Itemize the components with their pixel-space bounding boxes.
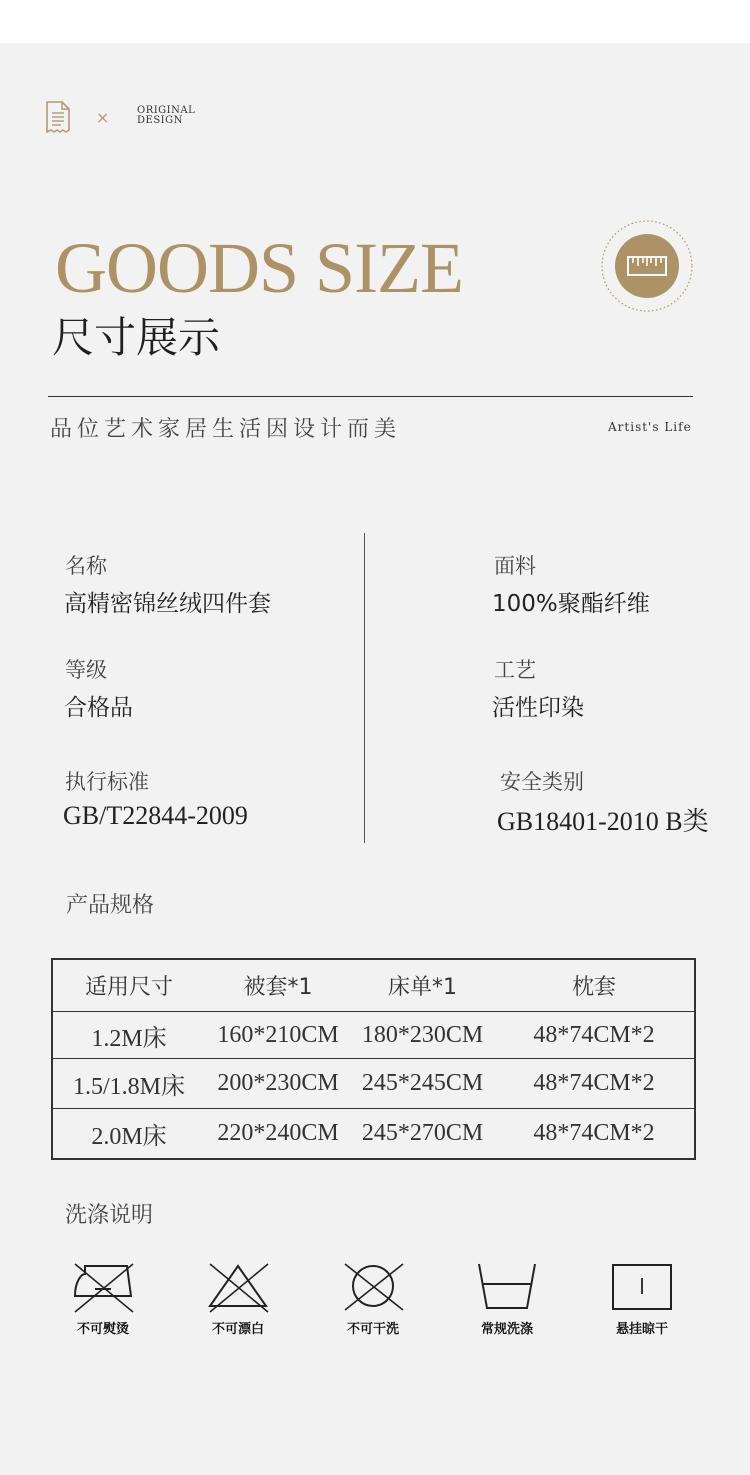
wash-label-no-iron: 不可熨烫 [76, 1322, 129, 1337]
wash-section-title: 洗涤说明 [65, 1203, 154, 1228]
spec-value-safety: GB18401-2010 B类 [497, 807, 709, 836]
table-row [52, 1059, 695, 1109]
table-cell: 245*270CM [351, 1109, 494, 1160]
ruler-badge-icon [600, 219, 694, 313]
spec-label-safety: 安全类别 [500, 770, 584, 794]
spec-value-fabric: 100%聚酯纤维 [492, 591, 650, 617]
spec-value-grade: 合格品 [64, 695, 133, 721]
table-row [52, 1109, 695, 1160]
brand-text [137, 106, 195, 126]
spec-divider [364, 533, 365, 843]
document-icon [45, 100, 71, 134]
table-header-cell: 适用尺寸 [52, 959, 205, 1012]
table-cell: 200*230CM [205, 1059, 351, 1109]
tagline: Artist's Life [608, 420, 692, 434]
normal-wash-icon [475, 1262, 539, 1316]
brand-line-2: DESIGN [137, 115, 183, 126]
table-cell: 2.0M床 [52, 1109, 205, 1160]
size-section-title: 产品规格 [66, 893, 155, 918]
spec-label-standard: 执行标准 [65, 770, 149, 794]
hang-dry-icon [610, 1262, 674, 1316]
table-header-row [52, 959, 695, 1012]
table-row [52, 1012, 695, 1059]
wash-label-no-bleach: 不可漂白 [211, 1322, 264, 1337]
spec-value-name: 高精密锦丝绒四件套 [64, 591, 271, 617]
size-table [51, 958, 696, 1160]
spec-label-craft: 工艺 [494, 658, 536, 682]
title-english: GOODS SIZE [55, 228, 464, 308]
brand-line-1: ORIGINAL [137, 105, 196, 116]
header-divider [48, 396, 693, 397]
cross-symbol: × [96, 108, 110, 127]
table-cell: 160*210CM [205, 1012, 351, 1059]
no-bleach-icon [206, 1262, 270, 1316]
wash-label-hang-dry: 悬挂晾干 [615, 1322, 668, 1337]
slogan: 品位艺术家居生活因设计而美 [50, 417, 402, 442]
spec-value-craft: 活性印染 [492, 695, 584, 721]
table-cell: 1.5/1.8M床 [52, 1059, 205, 1109]
table-cell: 48*74CM*2 [494, 1012, 695, 1059]
table-header-cell: 枕套 [494, 959, 695, 1012]
no-iron-icon [71, 1262, 135, 1316]
spec-label-grade: 等级 [65, 658, 107, 682]
table-header-cell: 被套*1 [205, 959, 351, 1012]
spec-label-name: 名称 [65, 554, 107, 578]
table-cell: 180*230CM [351, 1012, 494, 1059]
table-cell: 48*74CM*2 [494, 1059, 695, 1109]
spec-value-standard: GB/T22844-2009 [63, 801, 248, 830]
wash-label-no-dry-clean: 不可干洗 [346, 1322, 399, 1337]
no-dry-clean-icon [341, 1262, 405, 1316]
table-cell: 220*240CM [205, 1109, 351, 1160]
table-cell: 1.2M床 [52, 1012, 205, 1059]
table-cell: 48*74CM*2 [494, 1109, 695, 1160]
wash-label-normal-wash: 常规洗涤 [480, 1322, 533, 1337]
spec-label-fabric: 面料 [494, 554, 536, 578]
table-cell: 245*245CM [351, 1059, 494, 1109]
table-header-cell: 床单*1 [351, 959, 494, 1012]
title-chinese: 尺寸展示 [52, 313, 221, 362]
